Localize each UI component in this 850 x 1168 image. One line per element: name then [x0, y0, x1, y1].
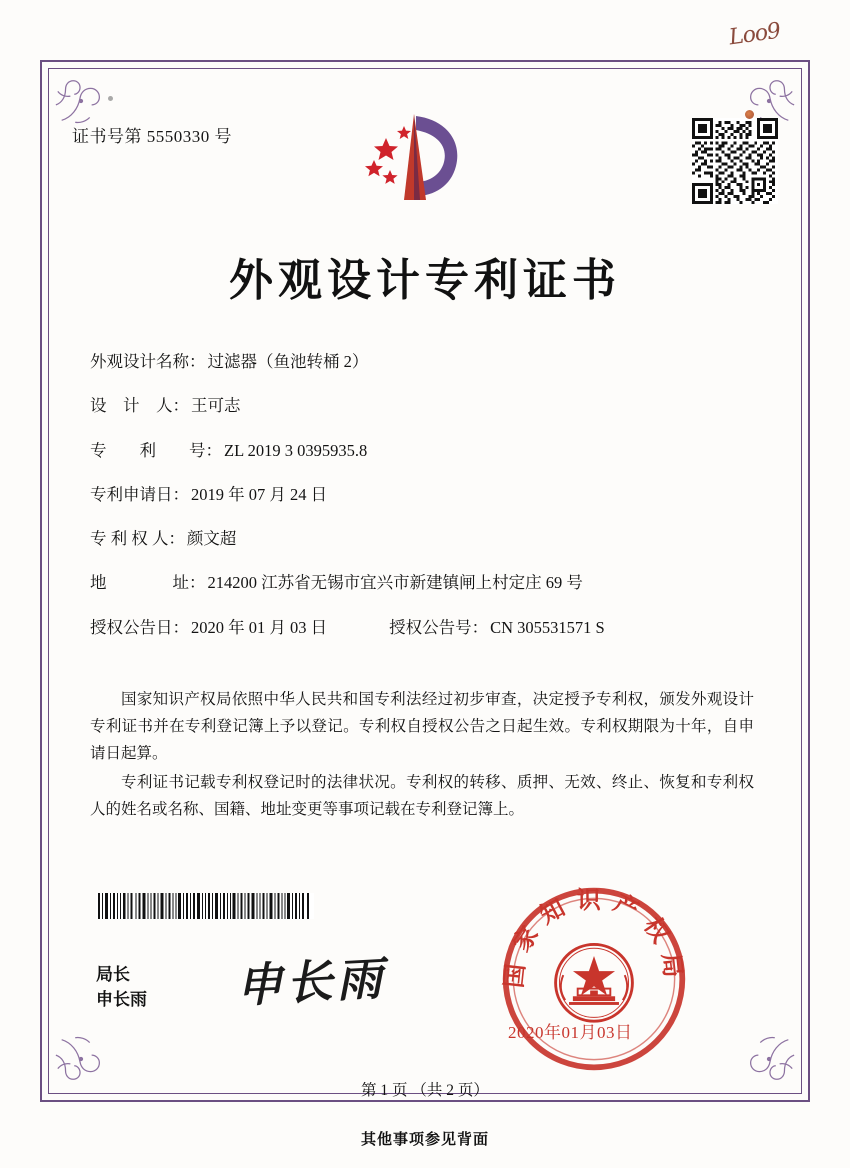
footer-note: 其他事项参见背面	[360, 1130, 489, 1148]
field-list	[90, 352, 750, 662]
field-value: 2019 年 07 月 24 日	[191, 484, 328, 504]
field-patent-number	[90, 441, 750, 461]
field-label-grant-number: 授权公告号：	[389, 617, 489, 637]
certificate-number: 证书号第 5550330 号	[72, 127, 232, 146]
field-designer	[90, 396, 750, 416]
cnipa-logo-icon	[352, 108, 472, 213]
field-patentee	[90, 529, 750, 549]
svg-text:国家知识产权局: 国家知识产权局	[498, 884, 690, 990]
field-value: 过滤器（鱼池转桶 2）	[207, 352, 369, 371]
field-design-name	[90, 352, 750, 372]
seal-date: 2020年01月03日	[508, 1023, 633, 1042]
signature-labels	[96, 963, 147, 1013]
field-label: 外观设计名称：	[90, 352, 206, 371]
body-paragraph-1: 国家知识产权局依照中华人民共和国专利法经过初步审查，决定授予专利权，颁发外观设计专利证书并在专利登记簿上予以登记。专利权自授权公告之日起生效。专利权期限为十年，自申请日起算。	[90, 691, 754, 762]
page-indicator: 第 1 页 （共 2 页）	[361, 1082, 489, 1099]
handwritten-signature: 申长雨	[234, 951, 388, 1013]
field-value: ZL 2019 3 0395935.8	[224, 440, 368, 460]
field-label: 专利申请日：	[90, 484, 189, 504]
body-text	[90, 686, 754, 825]
field-label: 设 计 人：	[90, 396, 189, 416]
field-value: 颜文超	[186, 529, 237, 549]
page-title: 外观设计专利证书	[229, 255, 621, 306]
body-paragraph-2: 专利证书记载专利权登记时的法律状况。专利权的转移、质押、无效、终止、恢复和专利权人的姓名或名称、国籍、地址变更等事项记载在专利登记簿上。	[90, 774, 754, 818]
director-name-label: 申长雨	[96, 990, 147, 1010]
qr-code	[692, 118, 778, 204]
field-label: 专 利 权 人：	[90, 529, 185, 549]
barcode	[96, 893, 314, 919]
field-label: 专 利 号：	[90, 440, 222, 460]
field-value: 214200 江苏省无锡市宜兴市新建镇闸上村定庄 69 号	[207, 573, 583, 593]
field-label: 地 址：	[90, 573, 206, 593]
field-grant-announcement	[90, 618, 750, 638]
field-address	[90, 573, 750, 593]
ink-speck	[108, 96, 113, 101]
field-label-grant-date: 授权公告日：	[90, 617, 189, 637]
ink-stain	[745, 110, 754, 119]
official-red-seal	[498, 883, 690, 1075]
director-title-label: 局长	[96, 965, 130, 985]
field-value-grant-date: 2020 年 01 月 03 日	[191, 617, 328, 637]
handwritten-annotation: Loo9	[727, 18, 782, 51]
field-application-date	[90, 485, 750, 505]
field-value: 王可志	[191, 396, 241, 416]
field-value-grant-number: CN 305531571 S	[490, 617, 605, 637]
